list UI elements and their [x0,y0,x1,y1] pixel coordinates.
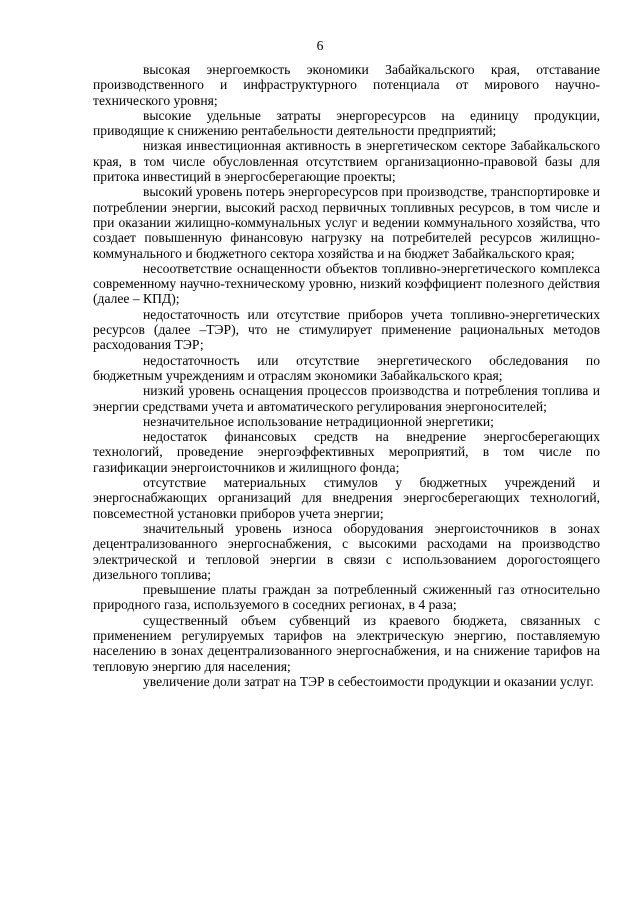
list-item: увеличение доли затрат на ТЭР в себестоимости продукции и оказании услуг. [143,673,594,689]
list-item: незначительное использование нетрадиционной энергетики; [143,413,494,429]
document-body [93,62,600,689]
list-item: недостаточность или отсутствие приборов учета топливно-энергетических ресурсов (далее –ТЭР), что не стимулирует применение рациональных методов расходования ТЭР; [93,306,600,353]
list-item: низкий уровень оснащения процессов производства и потребления топлива и энергии средствами учета и автоматического регулирования энергоносителей; [93,383,600,414]
list-item: значительный уровень износа оборудования энергоисточников в зонах децентрализованного энергоснабжения, с высокими расходами на производство электрической и тепловой энергии в связи с использованием дорогостоящего дизельного топлива; [93,520,600,582]
list-item: несоответствие оснащенности объектов топливно-энергетического комплекса современному научно-техническому уровню, низкий коэффициент полезного действия (далее – КПД); [93,260,600,307]
list-item: превышение платы граждан за потребленный сжиженный газ относительно природного газа, используемого в соседних регионах, в 4 раза; [93,582,600,613]
list-item: высокие удельные затраты энергоресурсов на единицу продукции, приводящие к снижению рентабельности деятельности предприятий; [93,107,600,139]
list-item: отсутствие материальных стимулов у бюджетных учреждений и энергоснабжающих организаций для внедрения энергосберегающих технологий, повсеместной установки приборов учета энергии; [93,475,600,521]
list-item: высокий уровень потерь энергоресурсов при производстве, транспортировке и потреблении энергии, высокий расход первичных топливных ресурсов, в том числе и при оказании жилищно-коммунальных услуг и ведении коммунального хозяйства, что создает повышенную финансовую нагрузку на потребителей ресурсов жилищно-коммунального и бюджетного сектора хозяйства и на бюджет Забайкальского края; [93,184,600,261]
list-item: недостаток финансовых средств на внедрение энергосберегающих технологий, проведение энергоэффективных мероприятий, в том числе по газификации энергоисточников и жилищного фонда; [93,429,600,475]
list-item: низкая инвестиционная активность в энергетическом секторе Забайкальского края, в том числе обусловленная отсутствием организационно-правовой базы для притока инвестиций в энергосберегающие проекты; [93,138,600,185]
list-item: высокая энергоемкость экономики Забайкальского края, отставание производственного и инфраструктурного потенциала от мирового научно-технического уровня; [93,62,600,108]
list-item: существенный объем субвенций из краевого бюджета, связанных с применением регулируемых тарифов на электрическую энергию, поставляемую населению в зонах децентрализованного энергоснабжения, и на снижение тарифов на тепловую энергию для населения; [93,612,600,674]
page-number: 6 [316,38,324,53]
list-item: недостаточность или отсутствие энергетического обследования по бюджетным учреждениям и отраслям экономики Забайкальского края; [93,352,600,383]
